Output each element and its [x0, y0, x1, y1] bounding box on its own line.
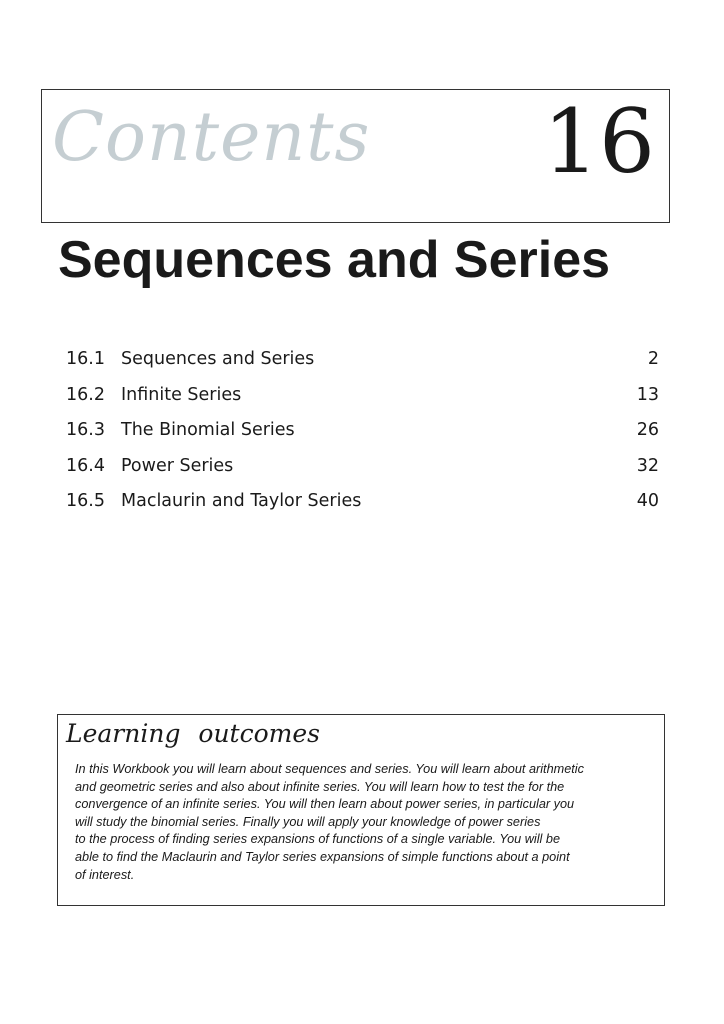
contents-word: Contents	[52, 98, 371, 177]
learning-outcomes-heading: Learning outcomes	[66, 719, 320, 748]
toc-section-title[interactable]: The Binomial Series	[121, 420, 295, 440]
learning-outcomes-box	[57, 714, 665, 906]
learning-outcomes-text	[75, 761, 665, 884]
toc-page-number: 26	[636, 420, 659, 440]
chapter-header-box	[41, 89, 670, 223]
chapter-number: 16	[543, 90, 655, 193]
toc-section-number: 16.3	[66, 420, 105, 440]
workbook-title: Sequences and Series	[58, 231, 611, 289]
toc-page-number: 40	[636, 491, 659, 511]
outcomes-line: will study the binomial series. Finally you will apply your knowledge of power series	[75, 814, 541, 829]
table-of-contents	[66, 345, 659, 523]
toc-section-title[interactable]: Infinite Series	[121, 384, 242, 405]
toc-row[interactable]	[66, 487, 659, 523]
outcomes-line: In this Workbook you will learn about sequences and series. You will learn about arithmetic	[75, 762, 584, 776]
toc-row[interactable]	[66, 381, 659, 417]
toc-row[interactable]	[66, 416, 659, 452]
toc-section-title[interactable]: Power Series	[121, 455, 234, 476]
outcomes-line: convergence of an infinite series. You will then learn about power series, in particular you	[75, 797, 575, 812]
toc-section-number: 16.4	[66, 455, 105, 476]
toc-section-title[interactable]: Sequences and Series	[121, 349, 315, 369]
toc-section-number: 16.5	[66, 491, 105, 511]
toc-page-number: 13	[636, 384, 659, 405]
outcomes-line: able to find the Maclaurin and Taylor series expansions of simple functions about a point	[75, 849, 570, 864]
toc-section-number: 16.2	[66, 384, 105, 405]
outcomes-line: of interest.	[75, 867, 135, 882]
toc-row[interactable]	[66, 345, 659, 381]
toc-section-title[interactable]: Maclaurin and Taylor Series	[121, 491, 362, 511]
toc-page-number: 2	[647, 349, 659, 369]
outcomes-line: to the process of finding series expansions of functions of a single variable. You will be	[75, 832, 560, 847]
outcomes-line: and geometric series and also about infinite series. You will learn how to test the for the	[75, 779, 565, 794]
toc-row[interactable]	[66, 452, 659, 488]
toc-section-number: 16.1	[66, 349, 105, 369]
toc-page-number: 32	[636, 455, 659, 476]
